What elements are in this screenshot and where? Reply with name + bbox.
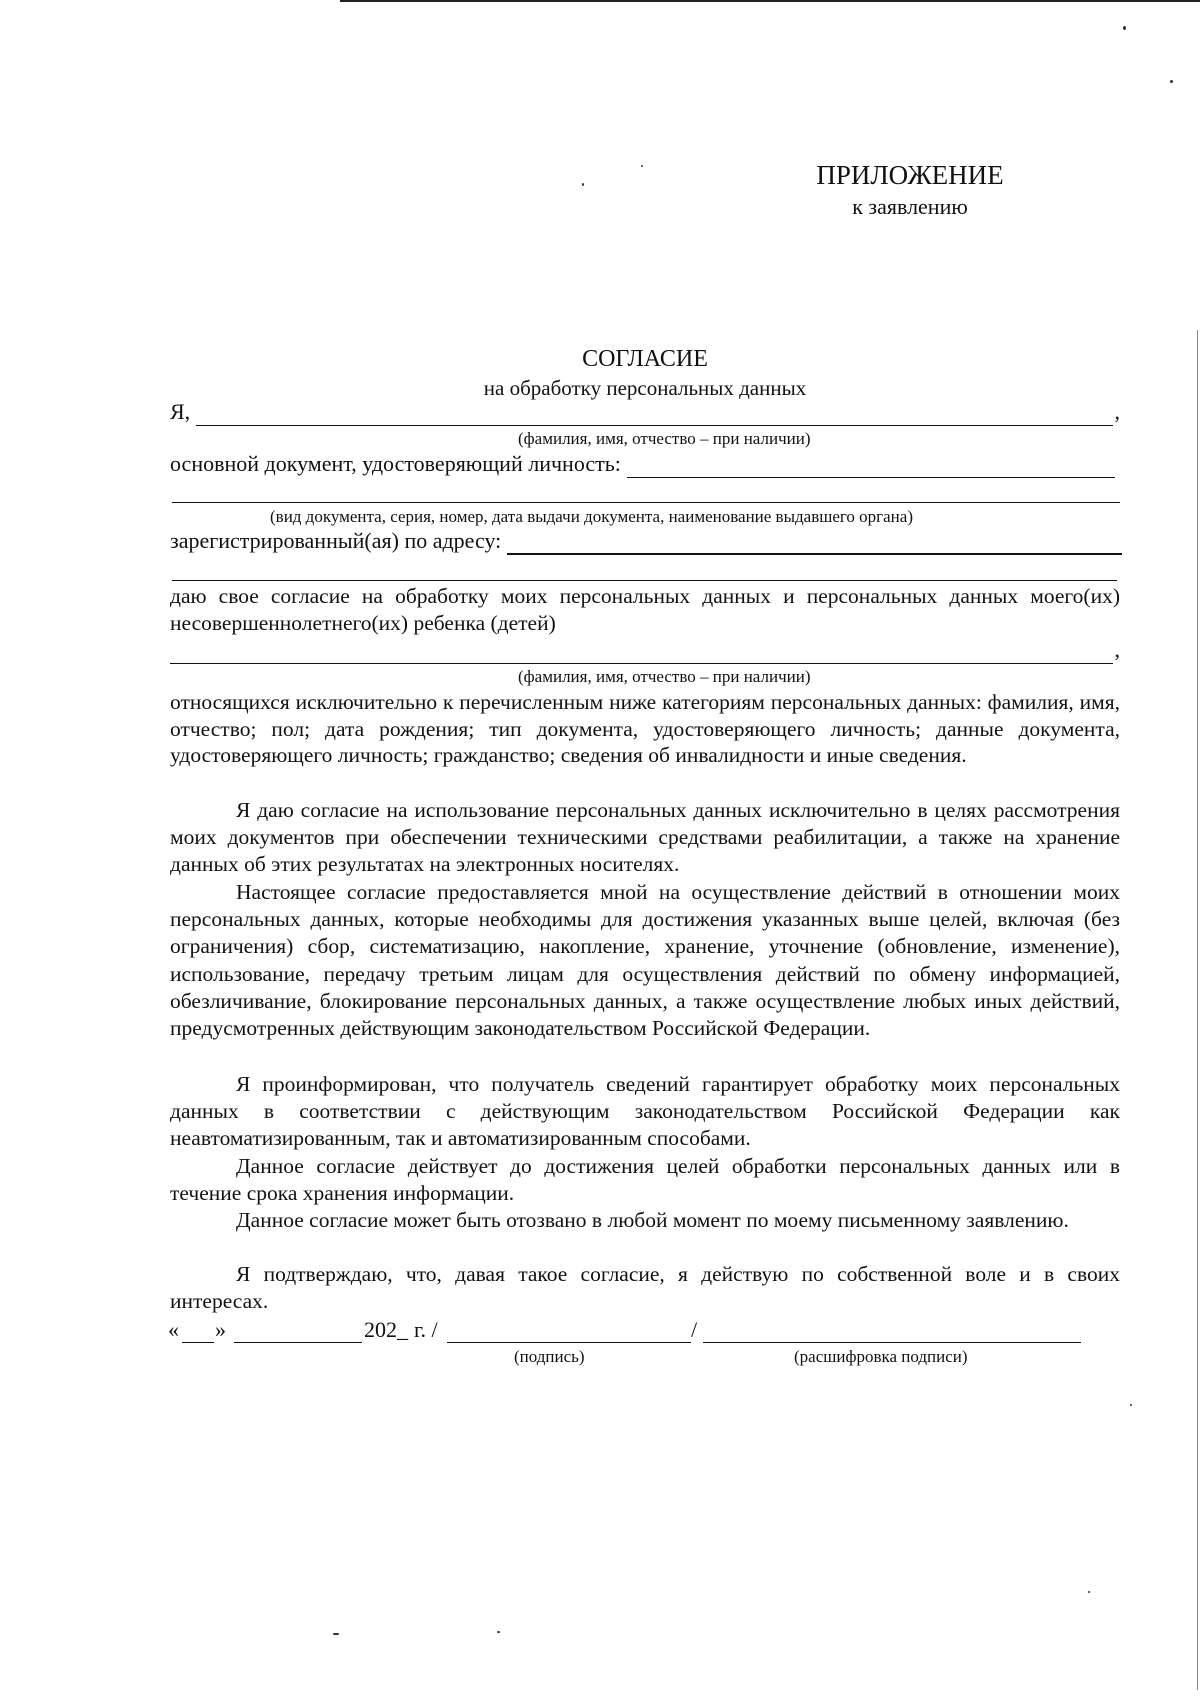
signature-decoding-field[interactable] <box>703 1341 1081 1343</box>
document-label: основной документ, удостоверяющий личность: <box>170 451 621 476</box>
scan-speck <box>497 1631 500 1633</box>
signature-caption: (подпись) <box>514 1347 585 1366</box>
signature-row <box>168 1316 1088 1346</box>
document-field[interactable] <box>627 453 1115 478</box>
scan-speck <box>1123 26 1126 30</box>
scan-speck <box>582 183 584 186</box>
i-label: Я, <box>170 399 191 424</box>
consent-intro: даю свое согласие на обработку моих персональных данных и персональных данных моего(их) несовершеннолетнего(их) ребенка (детей) <box>170 584 1120 635</box>
month-field[interactable] <box>234 1341 362 1343</box>
signature-decoding-caption: (расшифровка подписи) <box>794 1347 968 1366</box>
fio-caption: (фамилия, имя, отчество – при наличии) <box>518 429 811 448</box>
appendix-title: ПРИЛОЖЕНИЕ <box>816 160 1004 190</box>
paragraph-confirmation: Я подтверждаю, что, давая такое согласие, я действую по собственной воле и в своих интересах. <box>170 1262 1120 1314</box>
day-field[interactable] <box>182 1341 214 1343</box>
fio-field[interactable] <box>196 401 1112 426</box>
paragraph-validity: Данное согласие действует до достижения целей обработки персональных данных или в течение срока хранения информации. <box>170 1154 1120 1206</box>
appendix-header <box>790 158 1030 222</box>
line-end-comma: , <box>1114 399 1120 424</box>
quote-open: « <box>168 1317 179 1342</box>
year-suffix: г. / <box>414 1317 438 1342</box>
scan-speck <box>1130 1404 1132 1406</box>
document-title: СОГЛАСИЕ <box>582 346 708 372</box>
line-end-comma: , <box>1114 637 1120 662</box>
quote-close: » <box>215 1317 226 1342</box>
scan-speck <box>333 1633 339 1635</box>
document-field-line-2[interactable] <box>172 502 1120 503</box>
document-caption: (вид документа, серия, номер, дата выдачи документа, наименование выдавшего органа) <box>270 507 913 526</box>
categories-paragraph: относящихся исключительно к перечисленным ниже категориям персональных данных: фамилия, имя, отчество; пол; дата рождения; тип документа, удостоверяющего личность; данные документа, удостоверяющего личность; гражданство; сведения об инвалидности и иные сведения. <box>170 690 1120 767</box>
fio-row <box>170 398 1120 426</box>
scan-speck <box>1170 80 1173 83</box>
year-label: 202_ <box>364 1317 408 1342</box>
scan-speck <box>1088 1591 1090 1593</box>
child-fio-field[interactable] <box>170 639 1113 664</box>
address-row <box>170 527 1122 555</box>
document-title-block <box>170 344 1120 402</box>
paragraph-actions: Настоящее согласие предоставляется мной на осуществление действий в отношении моих персональных данных, которые необходимы для достижения указанных выше целей, включая (без ограничения) сбор, систематизацию, накопление, хранение, уточнение (обновление, изменение), использование, передачу третьим лицам для осуществления действий по обмену информацией, обезличивание, блокирование персональных данных, а также осуществление любых иных действий, предусмотренных действующим законодательством Российской Федерации. <box>170 880 1120 1041</box>
address-label: зарегистрированный(ая) по адресу: <box>170 528 502 553</box>
paragraph-informed: Я проинформирован, что получатель сведений гарантирует обработку моих персональных данных в соответствии с действующим законодательством Российской Федерации как неавтоматизированным, так и автоматизированным способами. <box>170 1072 1120 1151</box>
scan-edge-right <box>1197 330 1198 1690</box>
child-fio-caption: (фамилия, имя, отчество – при наличии) <box>518 667 811 686</box>
address-field[interactable] <box>507 529 1122 555</box>
appendix-subtitle: к заявлению <box>852 194 968 219</box>
child-fio-row <box>170 636 1120 664</box>
document-subtitle: на обработку персональных данных <box>483 376 807 400</box>
document-row <box>170 450 1115 478</box>
paragraph-purpose: Я даю согласие на использование персональных данных исключительно в целях рассмотрения моих документов при обеспечении техническими средствами реабилитации, а также на хранение данных об этих результатах на электронных носителях. <box>170 798 1120 877</box>
scan-speck <box>641 165 643 167</box>
signature-field[interactable] <box>447 1341 691 1343</box>
address-field-line-2[interactable] <box>172 580 1117 581</box>
signature-slash: / <box>691 1317 698 1342</box>
scan-edge-top <box>340 0 1200 2</box>
paragraph-revocation: Данное согласие может быть отозвано в любой момент по моему письменному заявлению. <box>236 1208 1069 1232</box>
